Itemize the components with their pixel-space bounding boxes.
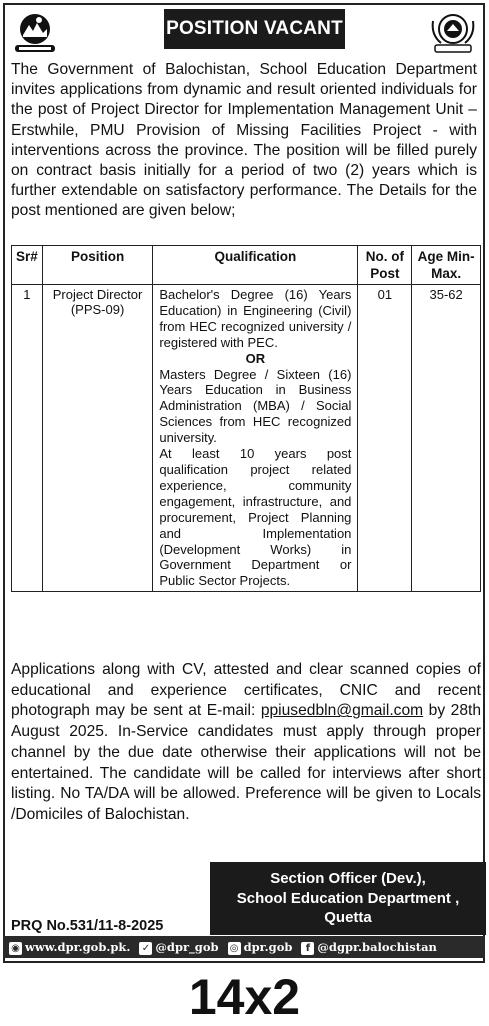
instagram-text: dpr.gob	[243, 939, 293, 954]
signature-line-1: Section Officer (Dev.),	[270, 870, 426, 888]
footer-website[interactable]	[9, 940, 130, 955]
cell-sr: 1	[12, 285, 43, 592]
application-text-start: Applications along with CV, attested and clear scanned copies of educational and experience certificates, CNIC and recent photograph may be sent at E-mail:	[11, 661, 481, 720]
cell-posts: 01	[358, 285, 412, 592]
footer-instagram[interactable]	[228, 940, 293, 955]
header-sr: Sr#	[12, 246, 43, 285]
globe-icon: ◉	[9, 942, 22, 955]
signature-block	[210, 862, 486, 935]
header-qualification: Qualification	[153, 246, 358, 285]
footer-facebook[interactable]	[301, 940, 437, 955]
advertisement	[3, 3, 485, 963]
qualification-bachelors: Bachelor's Degree (16) Years Education) in Engineering (Civil) from HEC recognized university / registered with PEC.	[159, 287, 352, 350]
intro-paragraph: The Government of Balochistan, School Education Department invites applications from dynamic and result oriented individuals for the post of Project Director for Implementation Management Unit – Erstwhile, PMU Provision of Missing Facilities Project - with interventions across the province. The position will be filled purely on contract basis initially for a period of two (2) years which is further extendable on satisfactory performance. The Details for the post mentioned are given below;	[11, 61, 477, 220]
qualification-or: OR	[245, 350, 266, 366]
footer-twitter[interactable]	[139, 940, 218, 955]
education-department-emblem-icon	[427, 11, 479, 55]
instagram-icon: ◎	[228, 942, 241, 955]
header-age: Age Min-Max.	[412, 246, 481, 285]
footer-bar	[3, 936, 485, 958]
application-text-end: by 28th August 2025. In-Service candidates must apply through proper channel by the due date otherwise their applications will not be entertained. The candidate will be called for interviews after short listing. No TA/DA will be allowed. Preference will be given to Locals /Domiciles of Balochistan.	[11, 702, 482, 823]
website-text: www.dpr.gob.pk.	[25, 939, 131, 954]
qualification-masters: Masters Degree / Sixteen (16) Years Education in Business Administration (MBA) / Social Sciences from HEC recognized university.	[159, 366, 352, 446]
balochistan-emblem-icon	[9, 11, 61, 55]
prq-number: PRQ No.531/11-8-2025	[11, 918, 164, 934]
facebook-icon: f	[301, 942, 314, 955]
position-table	[11, 245, 481, 592]
email-link[interactable]: ppiusedbln@gmail.com	[260, 702, 424, 720]
table-header-row	[12, 246, 481, 285]
table-row	[12, 285, 481, 592]
ad-header	[5, 5, 483, 63]
header-position: Position	[42, 246, 153, 285]
title-banner	[164, 9, 345, 49]
application-paragraph	[11, 660, 481, 826]
twitter-icon: ✓	[139, 942, 152, 955]
cell-position: Project Director (PPS-09)	[42, 285, 153, 592]
ad-size-label: 14x2	[188, 969, 301, 1025]
facebook-text: @dgpr.balochistan	[317, 939, 437, 954]
qualification-experience: At least 10 years post qualification project related experience, community engagement, infrastructure, and procurement, Project Planning and Implementation (Development Works) in Government Department or Public Sector Projects.	[159, 446, 352, 589]
header-posts: No. of Post	[358, 246, 412, 285]
page-title: POSITION VACANT	[166, 18, 343, 39]
signature-line-2: School Education Department ,	[236, 889, 460, 907]
cell-qualification	[153, 285, 358, 592]
twitter-text: @dpr_gob	[155, 939, 219, 954]
cell-age: 35-62	[412, 285, 481, 592]
signature-line-3: Quetta	[324, 909, 372, 927]
